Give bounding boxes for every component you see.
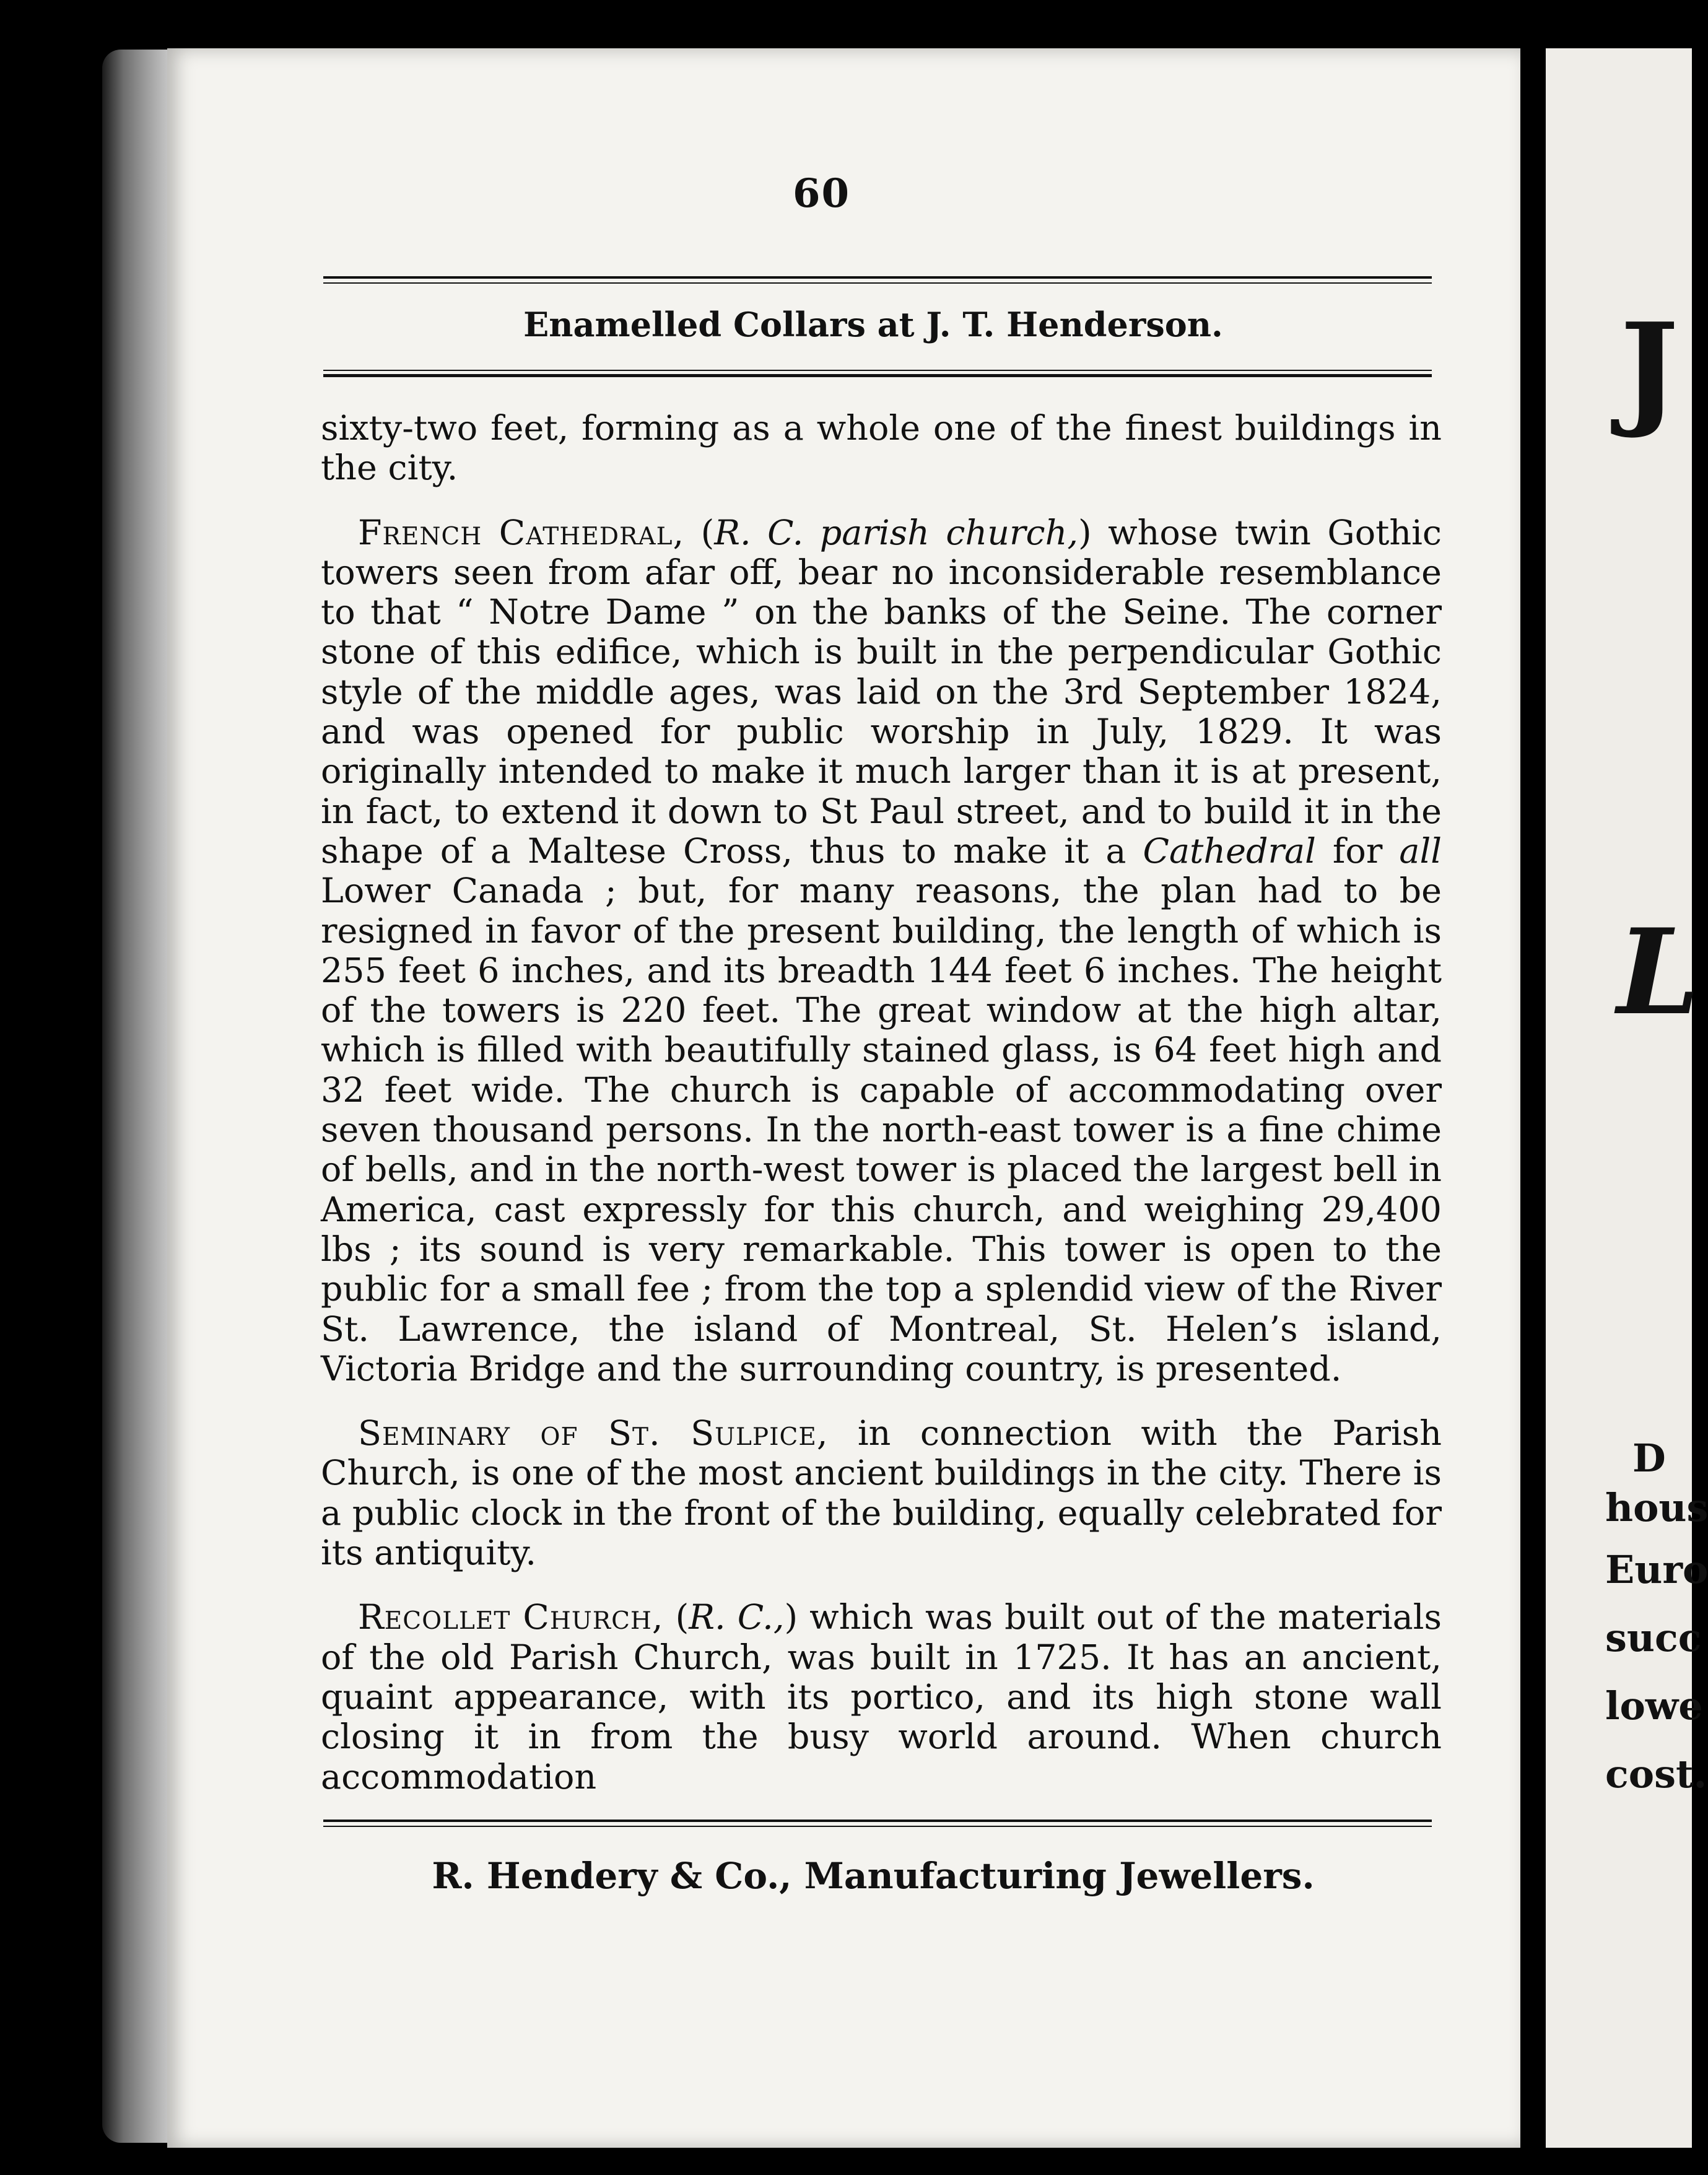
italic-text: R. C., bbox=[689, 1597, 785, 1638]
paragraph-french-cathedral bbox=[321, 513, 1442, 1390]
body-text bbox=[321, 409, 1442, 1797]
right-page-word: lowe bbox=[1605, 1683, 1703, 1728]
right-page-word: cost. bbox=[1605, 1751, 1707, 1797]
heading-recollet-church: Recollet Church, bbox=[358, 1597, 664, 1638]
paragraph-continuation: sixty-two feet, forming as a whole one of the finest buildings in the city. bbox=[321, 408, 1442, 489]
right-page-word: Euro bbox=[1605, 1547, 1708, 1592]
paragraph-text: Lower Canada ; but, for many reasons, the plan had to be resigned in favor of the present building, the length of which is 255 feet 6 inches, and its breadth 144 feet 6 inches. The height of the towers is 220 feet. The great window at the high altar, which is filled with beautifully stained glass, is 64 feet high and 32 feet wide. The church is capable of accommodating over seven thousand persons. In the north-east tower is a fine chime of bells, and in the north-west tower is placed the largest bell in America, cast expressly for this church, and weighing 29,400 lbs ; its sound is very remarkable. This tower is open to the public for a small fee ; from the top a splendid view of the River St. Lawrence, the island of Montreal, St. Helen’s island, Victoria Bridge and the surrounding country, is presented. bbox=[321, 871, 1442, 1389]
italic-text: R. C. parish church, bbox=[714, 512, 1078, 553]
heading-seminary: Seminary of St. Sulpice, bbox=[358, 1413, 829, 1454]
heading-french-cathedral: French Cathedral, bbox=[358, 512, 685, 553]
italic-text: Cathedral bbox=[1143, 830, 1316, 871]
book-spine-edge bbox=[102, 50, 173, 2143]
paragraph-seminary bbox=[321, 1414, 1442, 1573]
right-page-fragment bbox=[1546, 48, 1708, 2148]
paragraph-text: for bbox=[1315, 830, 1400, 871]
header-rule-bottom-thin bbox=[323, 370, 1432, 371]
running-header: Enamelled Collars at J. T. Henderson. bbox=[523, 305, 1223, 344]
header-rule-top-thick bbox=[323, 276, 1432, 279]
footer-rule-thick bbox=[323, 1820, 1432, 1822]
right-page-word: hous bbox=[1605, 1485, 1708, 1530]
right-page-initial-l: L bbox=[1617, 903, 1700, 1041]
paragraph-text: ) which was built out of the materials of the old Parish Church, was built in 1725. It has an ancient, quaint appearance, with its portico, and its high stone wall closing it in from the busy world around. When church accommodation bbox=[321, 1597, 1442, 1797]
paragraph-text: ( bbox=[684, 512, 715, 553]
running-footer: R. Hendery & Co., Manufacturing Jewellers. bbox=[432, 1855, 1315, 1897]
paragraph-text: ) whose twin Gothic towers seen from afar off, bear no inconsiderable resemblance to that “ Notre Dame ” on the banks of the Seine. The corner stone of this edifice, which is built in the perpendicular Gothic style of the middle ages, was laid on the 3rd September 1824, and was opened for public worship in July, 1829. It was originally intended to make it much larger than it is at present, in fact, to extend it down to St Paul street, and to build it in the shape of a Maltese Cross, thus to make it a bbox=[321, 512, 1442, 871]
header-rule-bottom-thick bbox=[323, 374, 1432, 377]
header-rule-top-thin bbox=[323, 282, 1432, 284]
footer-rule-thin bbox=[323, 1826, 1432, 1827]
paragraph-recollet-church bbox=[321, 1598, 1442, 1797]
paragraph-text: in connection with the Parish Church, is one of the most ancient buildings in the city. There is a public clock in the front of the building, equally celebrated for its antiquity. bbox=[321, 1413, 1442, 1574]
paragraph-text: ( bbox=[663, 1597, 689, 1638]
right-page-initial-j: J bbox=[1620, 296, 1679, 442]
right-page-word: succ bbox=[1605, 1615, 1702, 1660]
page-number: 60 bbox=[793, 170, 851, 217]
right-page-word: D bbox=[1632, 1436, 1666, 1481]
italic-text: all bbox=[1399, 830, 1442, 871]
